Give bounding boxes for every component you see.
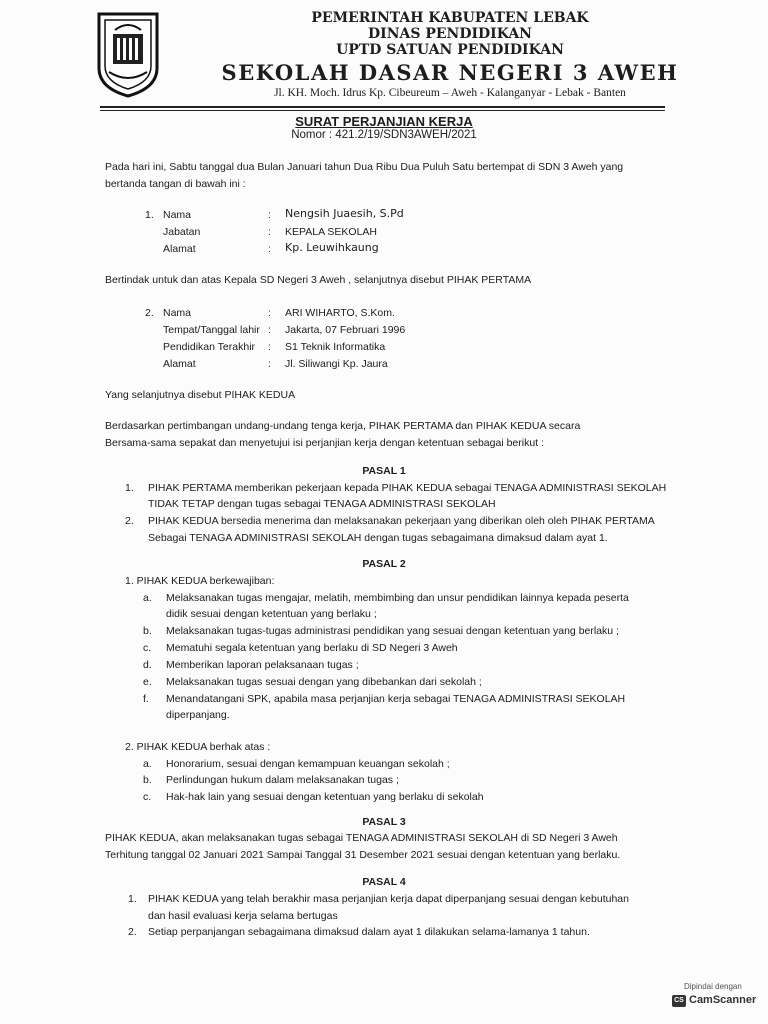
duty-a-line2: didik sesuai dengan ketentuan yang berlaku ; — [166, 608, 377, 620]
pasal1-item1-line2: TIDAK TETAP dengan tugas sebagai TENAGA ADMINISTRASI SEKOLAH — [148, 498, 496, 510]
kop-line-dinas: DINAS PENDIDIKAN — [368, 26, 532, 42]
pasal1-item2-line1: PIHAK KEDUA bersedia menerima dan melaksanakan pekerjaan yang diberikan oleh oleh PIHAK PERTAMA — [148, 515, 655, 527]
party2-colon-ttl: : — [268, 324, 271, 336]
pasal1-item2-number: 2. — [125, 515, 134, 527]
watermark-brand: CamScanner — [689, 994, 757, 1006]
duty-f-line1: Menandatangani SPK, apabila masa perjanjian kerja sebagai TENAGA ADMINISTRASI SEKOLAH — [166, 693, 626, 705]
party2-value-pendidikan: S1 Teknik Informatika — [285, 341, 386, 353]
pasal-4-heading: PASAL 4 — [362, 876, 406, 888]
kop-divider-thick — [100, 106, 665, 108]
duty-f-line2: diperpanjang. — [166, 709, 230, 721]
document-number: Nomor : 421.2/19/SDN3AWEH/2021 — [291, 129, 477, 141]
pasal2-item2: 2. PIHAK KEDUA berhak atas : — [125, 741, 271, 753]
duty-b-line1: Melaksanakan tugas-tugas administrasi pendidikan yang sesuai dengan ketentuan yang berlaku ; — [166, 625, 619, 637]
pasal-2-heading: PASAL 2 — [362, 558, 406, 570]
opening-line-1: Pada hari ini, Sabtu tanggal dua Bulan Januari tahun Dua Ribu Dua Puluh Satu bertempat di SDN 3 Aweh yang — [105, 161, 624, 173]
duty-a-letter: a. — [143, 592, 152, 604]
duty-a-line1: Melaksanakan tugas mengajar, melatih, membimbing dan unsur pendidikan lainnya kepada peserta — [166, 592, 629, 604]
camscanner-logo-icon: CS — [672, 995, 686, 1007]
camscanner-watermark — [670, 982, 760, 1014]
party2-colon-nama: : — [268, 307, 271, 319]
party2-label-pendidikan: Pendidikan Terakhir — [163, 341, 256, 353]
party2-closing: Yang selanjutnya disebut PIHAK KEDUA — [105, 389, 296, 401]
party1-value-alamat: Kp. Leuwihkaung — [285, 241, 379, 254]
duty-f-letter: f. — [143, 693, 149, 705]
kop-line-uptd: UPTD SATUAN PENDIDIKAN — [336, 42, 564, 58]
opening-line-2: bertanda tangan di bawah ini : — [105, 178, 246, 190]
duty-d-letter: d. — [143, 659, 152, 671]
party2-colon-alamat: : — [268, 358, 271, 370]
party1-colon-nama: : — [268, 209, 271, 221]
party2-colon-pendidikan: : — [268, 341, 271, 353]
right-c-text: Hak-hak lain yang sesuai dengan ketentuan yang berlaku di sekolah — [166, 791, 484, 803]
pasal3-line2: Terhitung tanggal 02 Januari 2021 Sampai Tanggal 31 Desember 2021 sesuai dengan ketentuan yang berlaku. — [105, 849, 621, 861]
party2-label-ttl: Tempat/Tanggal lahir — [163, 324, 260, 336]
duty-d-line1: Memberikan laporan pelaksanaan tugas ; — [166, 659, 359, 671]
school-emblem-logo — [95, 10, 161, 98]
pasal1-item1-line1: PIHAK PERTAMA memberikan pekerjaan kepada PIHAK KEDUA sebagai TENAGA ADMINISTRASI SEKOLAH — [148, 482, 667, 494]
party1-number: 1. — [145, 209, 154, 221]
party2-value-alamat: Jl. Siliwangi Kp. Jaura — [285, 358, 388, 370]
party1-colon-jabatan: : — [268, 226, 271, 238]
party2-number: 2. — [145, 307, 154, 319]
party2-value-ttl: Jakarta, 07 Februari 1996 — [285, 324, 406, 336]
party1-value-jabatan: KEPALA SEKOLAH — [285, 226, 378, 238]
document-title: SURAT PERJANJIAN KERJA — [295, 114, 473, 129]
party2-label-nama: Nama — [163, 307, 192, 319]
duty-c-letter: c. — [143, 642, 152, 654]
kop-school-name: SEKOLAH DASAR NEGERI 3 AWEH — [221, 60, 679, 85]
duty-c-line1: Mematuhi segala ketentuan yang berlaku di SD Negeri 3 Aweh — [166, 642, 458, 654]
pasal4-item1-line1: PIHAK KEDUA yang telah berakhir masa perjanjian kerja dapat diperpanjang sesuai dengan kebutuhan — [148, 893, 629, 905]
pasal4-item2-line1: Setiap perpanjangan sebagaimana dimaksud dalam ayat 1 dilakukan selama-lamanya 1 tahun. — [148, 926, 590, 938]
kop-line-pemerintah: PEMERINTAH KABUPATEN LEBAK — [311, 10, 589, 26]
kop-address: Jl. KH. Moch. Idrus Kp. Cibeureum – Aweh - Kalanganyar - Lebak - Banten — [274, 87, 626, 99]
right-b-letter: b. — [143, 774, 152, 786]
party1-label-nama: Nama — [163, 209, 192, 221]
party1-label-jabatan: Jabatan — [163, 226, 201, 238]
pasal1-item1-number: 1. — [125, 482, 134, 494]
pasal4-item1-number: 1. — [128, 893, 137, 905]
duty-e-line1: Melaksanakan tugas sesuai dengan yang dibebankan dari sekolah ; — [166, 676, 482, 688]
kop-divider-thin — [100, 110, 665, 111]
pasal4-item2-number: 2. — [128, 926, 137, 938]
right-a-text: Honorarium, sesuai dengan kemampuan keuangan sekolah ; — [166, 758, 450, 770]
party2-label-alamat: Alamat — [163, 358, 196, 370]
party1-closing: Bertindak untuk dan atas Kepala SD Negeri 3 Aweh , selanjutnya disebut PIHAK PERTAMA — [105, 274, 532, 286]
duty-b-letter: b. — [143, 625, 152, 637]
basis-line-2: Bersama-sama sepakat dan menyetujui isi perjanjian kerja dengan ketentuan sebagai berikut : — [105, 437, 544, 449]
pasal3-line1: PIHAK KEDUA, akan melaksanakan tugas sebagai TENAGA ADMINISTRASI SEKOLAH di SD Negeri 3 Aweh — [105, 832, 618, 844]
basis-line-1: Berdasarkan pertimbangan undang-undang tenga kerja, PIHAK PERTAMA dan PIHAK KEDUA secara — [105, 420, 581, 432]
pasal2-item1: 1. PIHAK KEDUA berkewajiban: — [125, 575, 275, 587]
watermark-caption: Dipindai dengan — [684, 982, 742, 991]
party1-colon-alamat: : — [268, 243, 271, 255]
party1-label-alamat: Alamat — [163, 243, 196, 255]
party2-value-nama: ARI WIHARTO, S.Kom. — [285, 307, 395, 319]
right-c-letter: c. — [143, 791, 152, 803]
right-a-letter: a. — [143, 758, 152, 770]
right-b-text: Perlindungan hukum dalam melaksanakan tugas ; — [166, 774, 399, 786]
pasal4-item1-line2: dan hasil evaluasi kerja selama bertugas — [148, 910, 338, 922]
pasal-1-heading: PASAL 1 — [362, 465, 406, 477]
party1-value-nama: Nengsih Juaesih, S.Pd — [285, 207, 404, 220]
pasal-3-heading: PASAL 3 — [362, 816, 406, 828]
duty-e-letter: e. — [143, 676, 152, 688]
pasal1-item2-line2: Sebagai TENAGA ADMINISTRASI SEKOLAH dengan tugas sebagaimana dimaksud dalam ayat 1. — [148, 532, 608, 544]
